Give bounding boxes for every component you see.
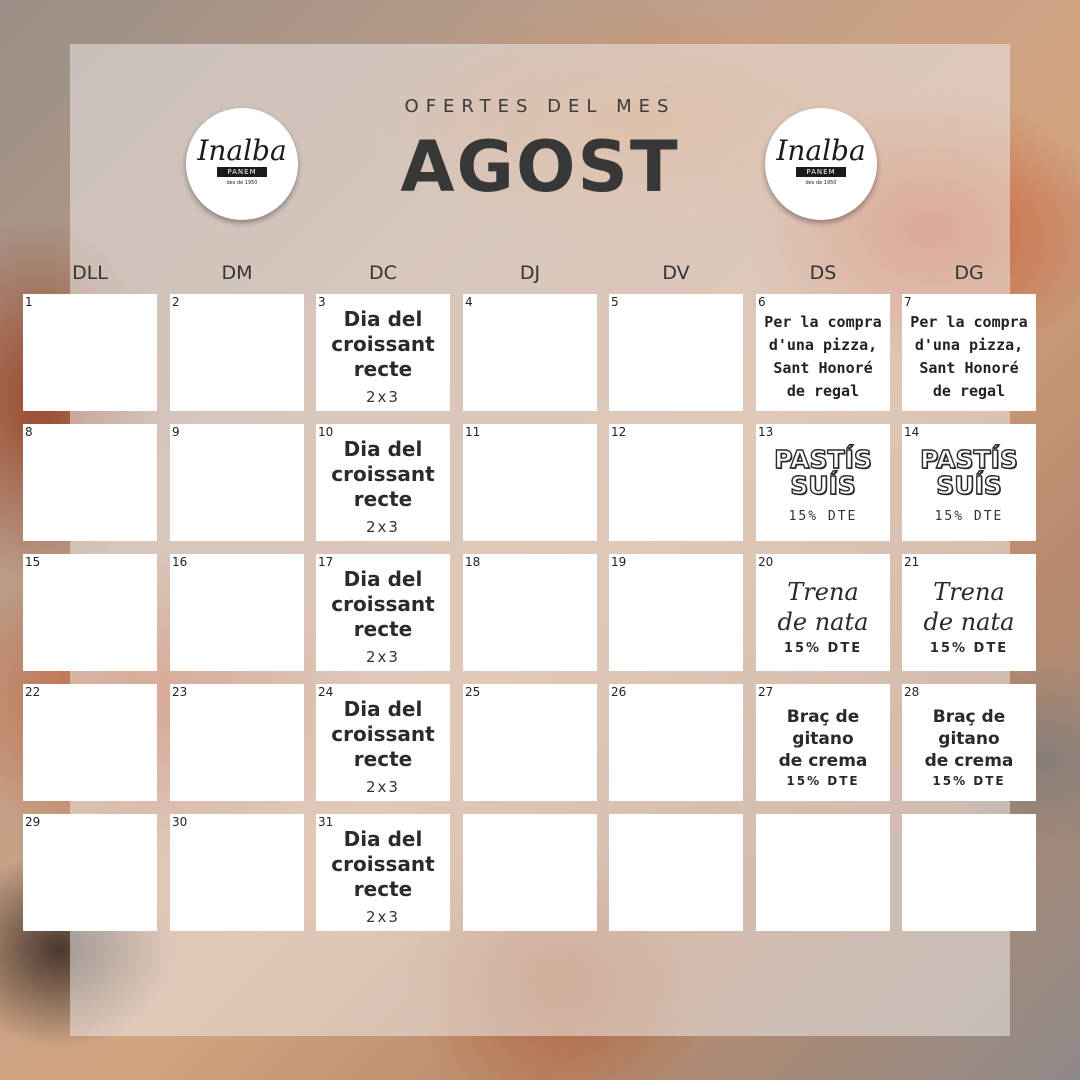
offer-title-line: PASTÍS bbox=[774, 445, 872, 474]
offer-title-line: de nata bbox=[923, 608, 1015, 636]
weekday-dc: DC bbox=[369, 262, 397, 284]
day-number: 8 bbox=[25, 425, 33, 439]
offer-brac bbox=[902, 684, 1036, 801]
offer-discount: 2x3 bbox=[366, 388, 400, 406]
offer-title bbox=[331, 307, 434, 382]
offer-croissant bbox=[316, 814, 450, 931]
calendar-day-cell bbox=[316, 424, 450, 541]
calendar-day-cell bbox=[170, 814, 304, 931]
offer-title-line: Trena bbox=[787, 578, 859, 606]
logo-tagline: PANEM bbox=[217, 167, 266, 177]
offer-title-line: Dia del bbox=[343, 437, 423, 461]
offer-title-line: Dia del bbox=[343, 307, 423, 331]
day-number: 13 bbox=[758, 425, 774, 439]
offer-croissant bbox=[316, 554, 450, 671]
offer-discount: 15% DTE bbox=[932, 773, 1006, 788]
offer-discount: 2x3 bbox=[366, 518, 400, 536]
day-number: 19 bbox=[611, 555, 627, 569]
offer-pastis bbox=[756, 424, 890, 541]
offer-title-line: Braç de bbox=[786, 706, 860, 727]
offer-title-line: de nata bbox=[777, 608, 869, 636]
logo-name: Inalba bbox=[197, 133, 287, 167]
calendar-day-cell bbox=[756, 294, 890, 411]
offer-discount: 15% DTE bbox=[934, 509, 1004, 524]
offer-title-line: gitano bbox=[792, 728, 854, 749]
calendar-day-cell bbox=[23, 814, 157, 931]
day-number: 14 bbox=[904, 425, 920, 439]
offer-title-line: de crema bbox=[924, 750, 1014, 771]
calendar-day-cell bbox=[316, 684, 450, 801]
day-number: 7 bbox=[904, 295, 912, 309]
calendar-day-cell bbox=[170, 294, 304, 411]
calendar-day-cell bbox=[756, 814, 890, 931]
weekday-dll: DLL bbox=[72, 262, 108, 284]
day-number: 15 bbox=[25, 555, 41, 569]
offer-title bbox=[920, 447, 1018, 499]
calendar-day-cell bbox=[902, 554, 1036, 671]
calendar-day-cell bbox=[902, 294, 1036, 411]
day-number: 27 bbox=[758, 685, 774, 699]
calendar-day-cell bbox=[609, 814, 743, 931]
offer-pizza bbox=[756, 294, 890, 411]
calendar-day-cell bbox=[902, 814, 1036, 931]
day-number: 21 bbox=[904, 555, 920, 569]
calendar-day-cell bbox=[463, 424, 597, 541]
calendar-day-cell bbox=[23, 554, 157, 671]
offer-title-line: de regal bbox=[932, 381, 1006, 400]
offer-title-line: SUÍS bbox=[936, 471, 1002, 500]
offer-title bbox=[779, 706, 868, 772]
offer-title bbox=[924, 577, 1015, 637]
offer-brac bbox=[756, 684, 890, 801]
offer-title-line: Dia del bbox=[343, 827, 423, 851]
day-number: 3 bbox=[318, 295, 326, 309]
offer-title-line: Per la compra bbox=[910, 312, 1028, 331]
offer-title-line: croissant bbox=[331, 852, 435, 876]
offer-discount: 2x3 bbox=[366, 648, 400, 666]
offer-title bbox=[778, 577, 869, 637]
logo-small-text: des de 1950 bbox=[226, 179, 258, 186]
offer-discount: 15% DTE bbox=[786, 773, 860, 788]
calendar-day-cell bbox=[609, 684, 743, 801]
offer-discount: 2x3 bbox=[366, 778, 400, 796]
logo-small-text: des de 1950 bbox=[805, 179, 837, 186]
day-number: 26 bbox=[611, 685, 627, 699]
day-number: 28 bbox=[904, 685, 920, 699]
offer-title-line: recte bbox=[353, 747, 413, 771]
offer-title-line: Sant Honoré bbox=[773, 358, 873, 377]
day-number: 17 bbox=[318, 555, 334, 569]
offer-title-line: Braç de bbox=[932, 706, 1006, 727]
offer-title-line: de crema bbox=[778, 750, 868, 771]
calendar-day-cell bbox=[609, 554, 743, 671]
weekday-ds: DS bbox=[809, 262, 837, 284]
calendar-day-cell bbox=[23, 424, 157, 541]
offer-pizza bbox=[902, 294, 1036, 411]
offer-title-line: gitano bbox=[938, 728, 1000, 749]
day-number: 18 bbox=[465, 555, 481, 569]
calendar-day-cell bbox=[23, 684, 157, 801]
day-number: 11 bbox=[465, 425, 481, 439]
offer-title bbox=[331, 697, 434, 772]
page-subtitle: OFERTES DEL MES bbox=[404, 96, 676, 117]
offer-title-line: PASTÍS bbox=[920, 445, 1018, 474]
offer-title bbox=[774, 447, 872, 499]
offer-trena bbox=[756, 554, 890, 671]
day-number: 31 bbox=[318, 815, 334, 829]
calendar-day-cell bbox=[463, 684, 597, 801]
calendar-day-cell bbox=[902, 684, 1036, 801]
calendar-day-cell bbox=[463, 554, 597, 671]
offer-croissant bbox=[316, 684, 450, 801]
offer-title-line: recte bbox=[353, 877, 413, 901]
day-number: 22 bbox=[25, 685, 41, 699]
offer-title-line: recte bbox=[353, 357, 413, 381]
day-number: 4 bbox=[465, 295, 473, 309]
weekday-dv: DV bbox=[662, 262, 690, 284]
day-number: 25 bbox=[465, 685, 481, 699]
offer-discount: 15% DTE bbox=[788, 509, 858, 524]
offer-title-line: croissant bbox=[331, 592, 435, 616]
day-number: 9 bbox=[172, 425, 180, 439]
offer-title bbox=[331, 567, 434, 642]
offer-title-line: SUÍS bbox=[790, 471, 856, 500]
calendar-day-cell bbox=[170, 554, 304, 671]
offer-title-line: Sant Honoré bbox=[919, 358, 1019, 377]
day-number: 20 bbox=[758, 555, 774, 569]
offer-title bbox=[331, 437, 434, 512]
offer-title-line: Per la compra bbox=[764, 312, 882, 331]
offer-pastis bbox=[902, 424, 1036, 541]
day-number: 2 bbox=[172, 295, 180, 309]
offer-discount: 15% DTE bbox=[783, 641, 863, 656]
offer-croissant bbox=[316, 424, 450, 541]
offer-title-line: recte bbox=[353, 487, 413, 511]
offer-title bbox=[764, 311, 881, 403]
offer-croissant bbox=[316, 294, 450, 411]
calendar-day-cell bbox=[756, 554, 890, 671]
weekday-dj: DJ bbox=[519, 262, 541, 284]
calendar-day-cell bbox=[756, 424, 890, 541]
offer-title-line: de regal bbox=[786, 381, 860, 400]
day-number: 16 bbox=[172, 555, 188, 569]
calendar-day-cell bbox=[170, 684, 304, 801]
offer-title-line: croissant bbox=[331, 462, 435, 486]
weekday-dm: DM bbox=[221, 262, 253, 284]
offer-title-line: Dia del bbox=[343, 567, 423, 591]
day-number: 12 bbox=[611, 425, 627, 439]
offer-title-line: croissant bbox=[331, 722, 435, 746]
day-number: 24 bbox=[318, 685, 334, 699]
day-number: 29 bbox=[25, 815, 41, 829]
calendar-day-cell bbox=[902, 424, 1036, 541]
calendar-day-cell bbox=[23, 294, 157, 411]
offer-trena bbox=[902, 554, 1036, 671]
day-number: 1 bbox=[25, 295, 33, 309]
offer-title bbox=[331, 827, 434, 902]
day-number: 5 bbox=[611, 295, 619, 309]
day-number: 30 bbox=[172, 815, 188, 829]
calendar-day-cell bbox=[316, 294, 450, 411]
offer-discount: 2x3 bbox=[366, 908, 400, 926]
logo-name: Inalba bbox=[776, 133, 866, 167]
logo-tagline: PANEM bbox=[796, 167, 845, 177]
calendar-day-cell bbox=[756, 684, 890, 801]
calendar-day-cell bbox=[170, 424, 304, 541]
day-number: 10 bbox=[318, 425, 334, 439]
offer-title-line: recte bbox=[353, 617, 413, 641]
calendar-day-cell bbox=[609, 294, 743, 411]
offer-title bbox=[910, 311, 1027, 403]
weekday-dg: DG bbox=[954, 262, 984, 284]
calendar-day-cell bbox=[609, 424, 743, 541]
day-number: 6 bbox=[758, 295, 766, 309]
calendar-day-cell bbox=[463, 814, 597, 931]
calendar-day-cell bbox=[463, 294, 597, 411]
offer-discount: 15% DTE bbox=[929, 641, 1009, 656]
calendar-day-cell bbox=[316, 554, 450, 671]
offer-title-line: d'una pizza, bbox=[914, 335, 1024, 354]
offer-title-line: croissant bbox=[331, 332, 435, 356]
offer-title bbox=[925, 706, 1014, 772]
calendar-day-cell bbox=[316, 814, 450, 931]
offer-title-line: Trena bbox=[933, 578, 1005, 606]
offer-title-line: d'una pizza, bbox=[768, 335, 878, 354]
offer-title-line: Dia del bbox=[343, 697, 423, 721]
page-title: AGOST bbox=[400, 126, 680, 208]
day-number: 23 bbox=[172, 685, 188, 699]
